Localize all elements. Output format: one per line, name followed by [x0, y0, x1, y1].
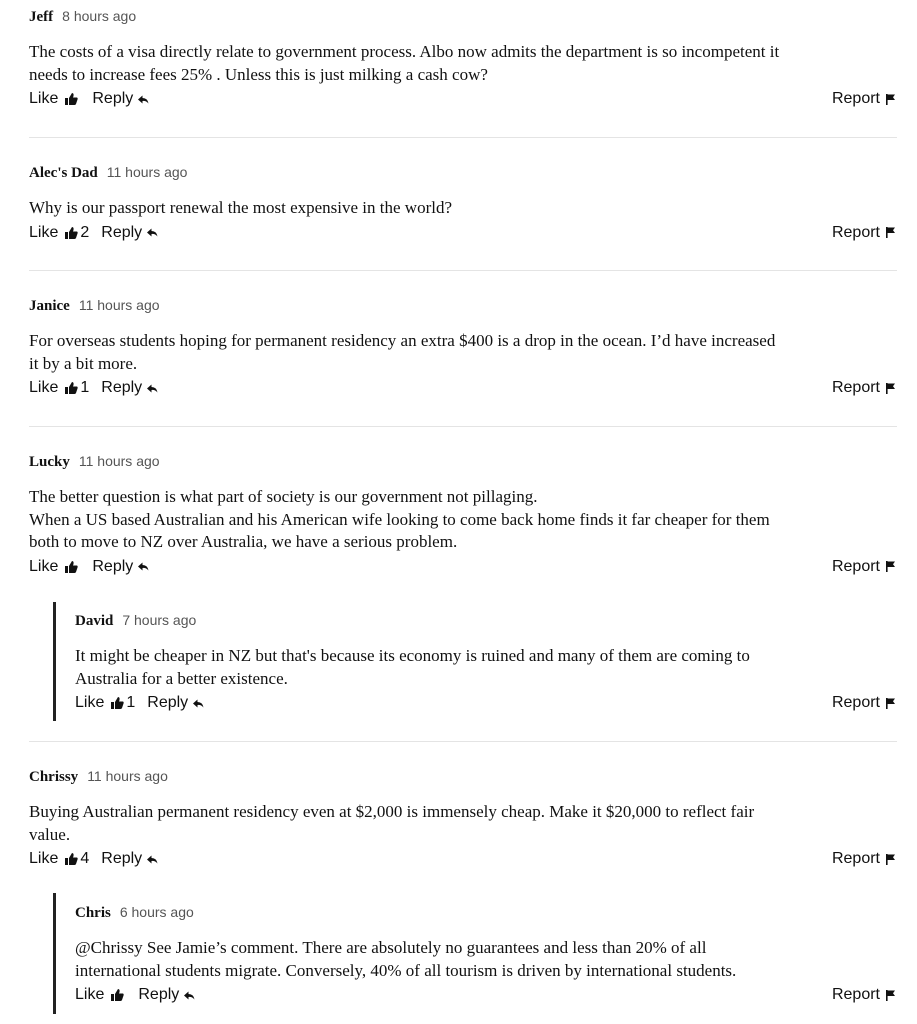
- like-count: 1: [80, 379, 90, 396]
- like-label: Like: [29, 557, 59, 575]
- comment-text-line: The better question is what part of society is our government not pillaging.: [29, 487, 538, 506]
- comment-header: [29, 164, 897, 186]
- reply-label: Reply: [92, 557, 134, 575]
- comment-timestamp: 11 hours ago: [78, 297, 160, 313]
- comment-actions: [75, 983, 897, 1007]
- comment-author[interactable]: David: [75, 613, 114, 629]
- comment-text-line: international students migrate. Conversely, 40% of all tourism is driven by international students.: [75, 960, 737, 980]
- like-button[interactable]: [29, 850, 89, 868]
- reply-arrow-icon: [138, 95, 149, 104]
- reply-arrow-icon: [147, 384, 158, 393]
- report-label: Report: [831, 694, 880, 711]
- comment-timestamp: 11 hours ago: [78, 453, 160, 469]
- flag-icon: [886, 990, 895, 1001]
- report-label: Report: [831, 223, 880, 241]
- reply-label: Reply: [147, 694, 189, 711]
- reply-arrow-icon: [147, 855, 158, 864]
- comment-author[interactable]: Alec's Dad: [29, 165, 98, 181]
- reply-button[interactable]: [101, 224, 158, 242]
- comment-text: [29, 41, 897, 86]
- reply-button[interactable]: [138, 986, 195, 1004]
- reply-button[interactable]: [147, 694, 204, 712]
- thumbs-up-icon: [65, 853, 78, 865]
- reply-arrow-icon: [193, 699, 204, 708]
- comment-header: [29, 297, 897, 319]
- comment-text-line: Buying Australian permanent residency even at $2,000 is immensely cheap. Make it $20,000 to reflect fair: [29, 802, 755, 821]
- report-button[interactable]: [832, 87, 895, 111]
- comment-actions: [75, 691, 897, 715]
- thumbs-up-icon: [111, 697, 124, 709]
- reply-thread-bar: [53, 602, 56, 721]
- comment-text: [29, 330, 897, 375]
- like-label: Like: [29, 90, 59, 107]
- report-label: Report: [831, 850, 880, 867]
- thumbs-up-icon: [111, 989, 124, 1001]
- comment-header: [75, 904, 897, 926]
- comment-text: [29, 197, 897, 220]
- reply-button[interactable]: [92, 90, 149, 108]
- reply-label: Reply: [92, 90, 134, 107]
- comment-author[interactable]: Chrissy: [29, 769, 79, 785]
- comment-timestamp: 6 hours ago: [119, 904, 194, 920]
- report-label: Report: [831, 90, 880, 107]
- comment-header: [75, 612, 897, 634]
- reply-arrow-icon: [138, 562, 149, 571]
- comment-timestamp: 11 hours ago: [106, 164, 188, 180]
- comment-text: [29, 801, 897, 846]
- comment-text: [29, 486, 897, 554]
- comment-timestamp: 7 hours ago: [122, 612, 197, 628]
- comment-author[interactable]: Jeff: [29, 9, 54, 25]
- comment-timestamp: 11 hours ago: [87, 768, 168, 784]
- flag-icon: [886, 854, 895, 865]
- like-label: Like: [75, 986, 105, 1003]
- like-count: 2: [80, 223, 90, 241]
- comment-text-line: When a US based Australian and his American wife looking to come back home finds it far cheaper for them: [29, 509, 770, 529]
- flag-icon: [886, 94, 895, 105]
- reply-arrow-icon: [184, 991, 195, 1000]
- comment-actions: [29, 555, 897, 579]
- comment: [29, 8, 897, 111]
- comment-text-line: The costs of a visa directly relate to government process. Albo now admits the department is so incompetent it: [29, 42, 780, 61]
- comment-author[interactable]: Chris: [75, 905, 111, 921]
- comment-text-line: needs to increase fees 25% . Unless this is just milking a cash cow?: [29, 64, 488, 84]
- thumbs-up-icon: [65, 93, 78, 105]
- like-label: Like: [29, 379, 59, 396]
- like-button[interactable]: [75, 694, 135, 712]
- reply-comment: [75, 904, 897, 1007]
- like-count: 1: [126, 694, 136, 711]
- like-button[interactable]: [29, 90, 80, 108]
- reply-thread-bar: [53, 893, 56, 1014]
- comment-text-line: value.: [29, 824, 71, 844]
- comment-header: [29, 768, 897, 790]
- thumbs-up-icon: [65, 382, 78, 394]
- flag-icon: [886, 561, 895, 572]
- like-label: Like: [75, 694, 105, 711]
- comment-actions: [29, 221, 897, 245]
- report-label: Report: [831, 557, 880, 575]
- like-button[interactable]: [29, 379, 89, 397]
- comment-divider: [29, 741, 897, 742]
- report-button[interactable]: [832, 691, 895, 715]
- flag-icon: [886, 383, 895, 394]
- comment-text-line: it by a bit more.: [29, 353, 138, 373]
- comment-text: [75, 645, 897, 690]
- report-button[interactable]: [832, 847, 895, 871]
- report-button[interactable]: [832, 555, 895, 579]
- reply-label: Reply: [138, 986, 180, 1003]
- comment: [29, 453, 897, 579]
- thumbs-up-icon: [65, 561, 78, 573]
- comment-text-line: @Chrissy See Jamie’s comment. There are absolutely no guarantees and less than 20% of all: [75, 938, 707, 957]
- comment-header: [29, 453, 897, 475]
- reply-button[interactable]: [101, 379, 158, 397]
- thumbs-up-icon: [65, 227, 78, 239]
- comment-text-line: Why is our passport renewal the most expensive in the world?: [29, 198, 453, 217]
- comment: [29, 164, 897, 245]
- reply-label: Reply: [101, 850, 143, 867]
- reply-arrow-icon: [147, 228, 158, 237]
- comment-author[interactable]: Janice: [29, 298, 70, 314]
- flag-icon: [886, 227, 895, 238]
- comment-divider: [29, 137, 897, 138]
- comment: [29, 768, 897, 871]
- like-label: Like: [29, 223, 59, 241]
- comment-text-line: Australia for a better existence.: [75, 668, 288, 688]
- reply-button[interactable]: [92, 558, 149, 576]
- comment-text-line: It might be cheaper in NZ but that's because its economy is ruined and many of them are coming to: [75, 646, 750, 665]
- comment-text-line: For overseas students hoping for permanent residency an extra $400 is a drop in the ocean. I’d have increased: [29, 331, 776, 350]
- report-button[interactable]: [832, 376, 895, 400]
- comment-text-line: both to move to NZ over Australia, we have a serious problem.: [29, 532, 458, 551]
- comment-actions: [29, 87, 897, 111]
- comment-actions: [29, 847, 897, 871]
- reply-label: Reply: [101, 223, 143, 241]
- reply-button[interactable]: [101, 850, 158, 868]
- comment-header: [29, 8, 897, 30]
- comment-actions: [29, 376, 897, 400]
- comment-timestamp: 8 hours ago: [62, 8, 137, 24]
- report-button[interactable]: [832, 983, 895, 1007]
- comment-author[interactable]: Lucky: [29, 454, 70, 470]
- flag-icon: [886, 698, 895, 709]
- comment-divider: [29, 426, 897, 427]
- like-button[interactable]: [29, 224, 89, 242]
- like-button[interactable]: [75, 986, 126, 1004]
- like-label: Like: [29, 850, 59, 867]
- like-button[interactable]: [29, 558, 80, 576]
- reply-comment: [75, 612, 897, 715]
- comment-divider: [29, 270, 897, 271]
- report-label: Report: [831, 379, 880, 396]
- comment-text: [75, 937, 897, 982]
- comment: [29, 297, 897, 400]
- reply-label: Reply: [101, 379, 143, 396]
- like-count: 4: [80, 850, 90, 867]
- report-label: Report: [831, 986, 880, 1003]
- report-button[interactable]: [832, 221, 895, 245]
